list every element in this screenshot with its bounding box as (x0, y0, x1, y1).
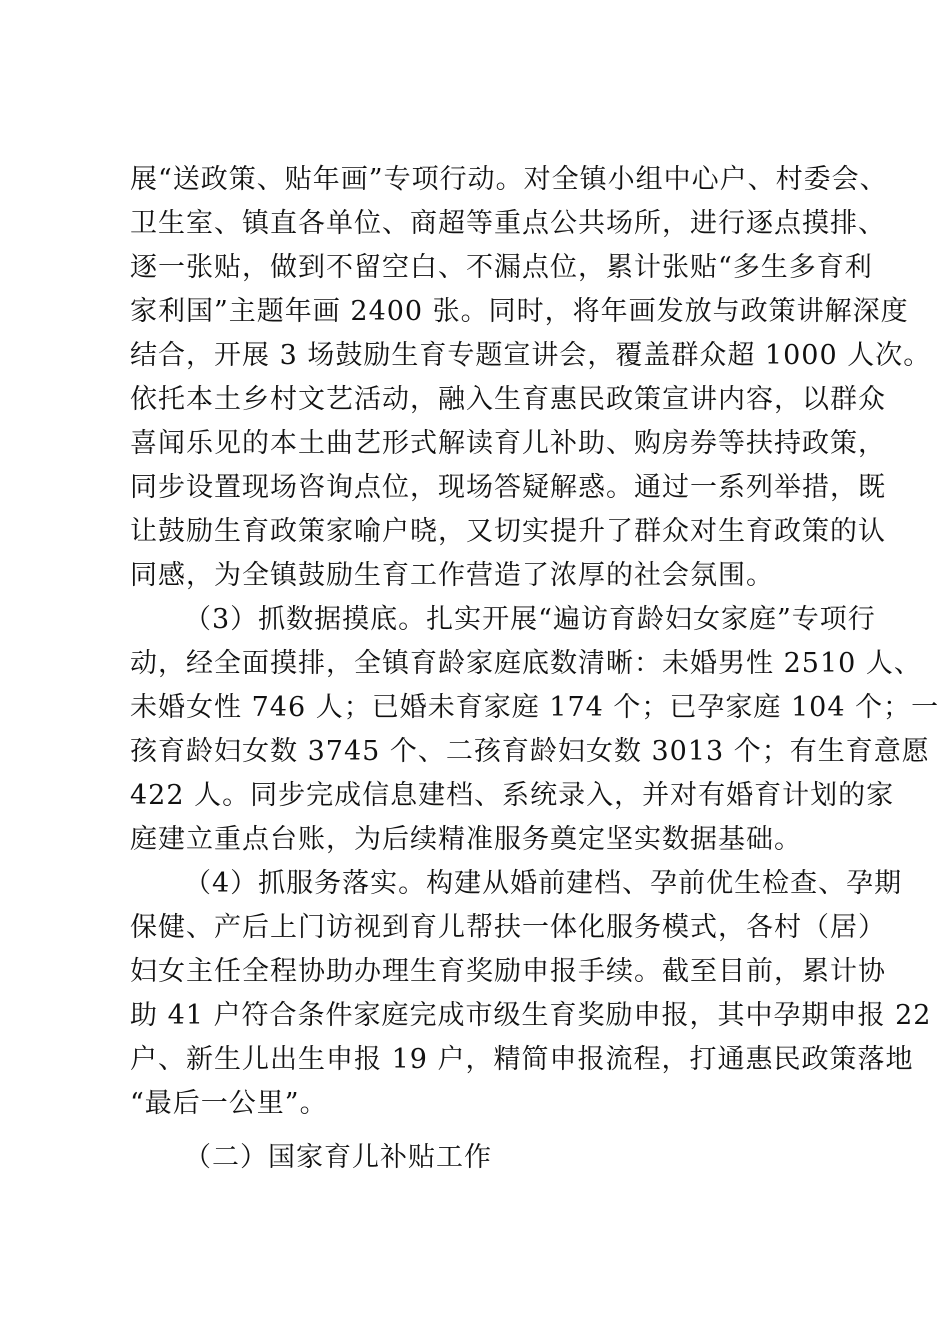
text-line: 展“送政策、贴年画”专项行动。对全镇小组中心户、村委会、 (130, 164, 888, 195)
text-line: 依托本土乡村文艺活动，融入生育惠民政策宣讲内容，以群众 (130, 384, 886, 415)
text-line: 保健、产后上门访视到育儿帮扶一体化服务模式，各村（居） (130, 912, 886, 943)
text-line: 结合，开展 3 场鼓励生育专题宣讲会，覆盖群众超 1000 人次。 (130, 340, 932, 371)
document-body (130, 158, 940, 1180)
text-line: （3）抓数据摸底。扎实开展“遍访育龄妇女家庭”专项行 (184, 604, 876, 635)
text-line: 卫生室、镇直各单位、商超等重点公共场所，进行逐点摸排、 (130, 208, 886, 239)
paragraph-data-survey (130, 598, 940, 862)
text-line: 动，经全面摸排，全镇育龄家庭底数清晰：未婚男性 2510 人、 (130, 648, 922, 679)
text-line: 庭建立重点台账，为后续精准服务奠定坚实数据基础。 (130, 824, 802, 855)
paragraph-service (130, 862, 932, 1126)
spacer (130, 1126, 850, 1136)
text-line: 同感，为全镇鼓励生育工作营造了浓厚的社会氛围。 (130, 560, 774, 591)
text-line: 同步设置现场咨询点位，现场答疑解惑。通过一系列举措，既 (130, 472, 886, 503)
text-line: 让鼓励生育政策家喻户晓，又切实提升了群众对生育政策的认 (130, 516, 886, 547)
paragraph-publicity (130, 158, 932, 598)
text-line: 逐一张贴，做到不留空白、不漏点位，累计张贴“多生多育利 (130, 252, 873, 283)
text-line: 孩育龄妇女数 3745 个、二孩育龄妇女数 3013 个；有生育意愿 (130, 736, 930, 767)
text-line: 助 41 户符合条件家庭完成市级生育奖励申报，其中孕期申报 22 (130, 1000, 932, 1031)
text-line: 喜闻乐见的本土曲艺形式解读育儿补助、购房券等扶持政策， (130, 428, 886, 459)
text-line: （4）抓服务落实。构建从婚前建档、孕前优生检查、孕期 (184, 868, 903, 899)
text-line: 户、新生儿出生申报 19 户，精简申报流程，打通惠民政策落地 (130, 1044, 914, 1075)
text-line: 妇女主任全程协助办理生育奖励申报手续。截至目前，累计协 (130, 956, 886, 987)
text-line: 家利国”主题年画 2400 张。同时，将年画发放与政策讲解深度 (130, 296, 909, 327)
section-heading: （二）国家育儿补贴工作 (184, 1142, 492, 1173)
text-line: 422 人。同步完成信息建档、系统录入，并对有婚育计划的家 (130, 780, 895, 811)
text-line: “最后一公里”。 (130, 1088, 328, 1119)
text-line: 未婚女性 746 人；已婚未育家庭 174 个；已孕家庭 104 个；一 (130, 692, 940, 723)
